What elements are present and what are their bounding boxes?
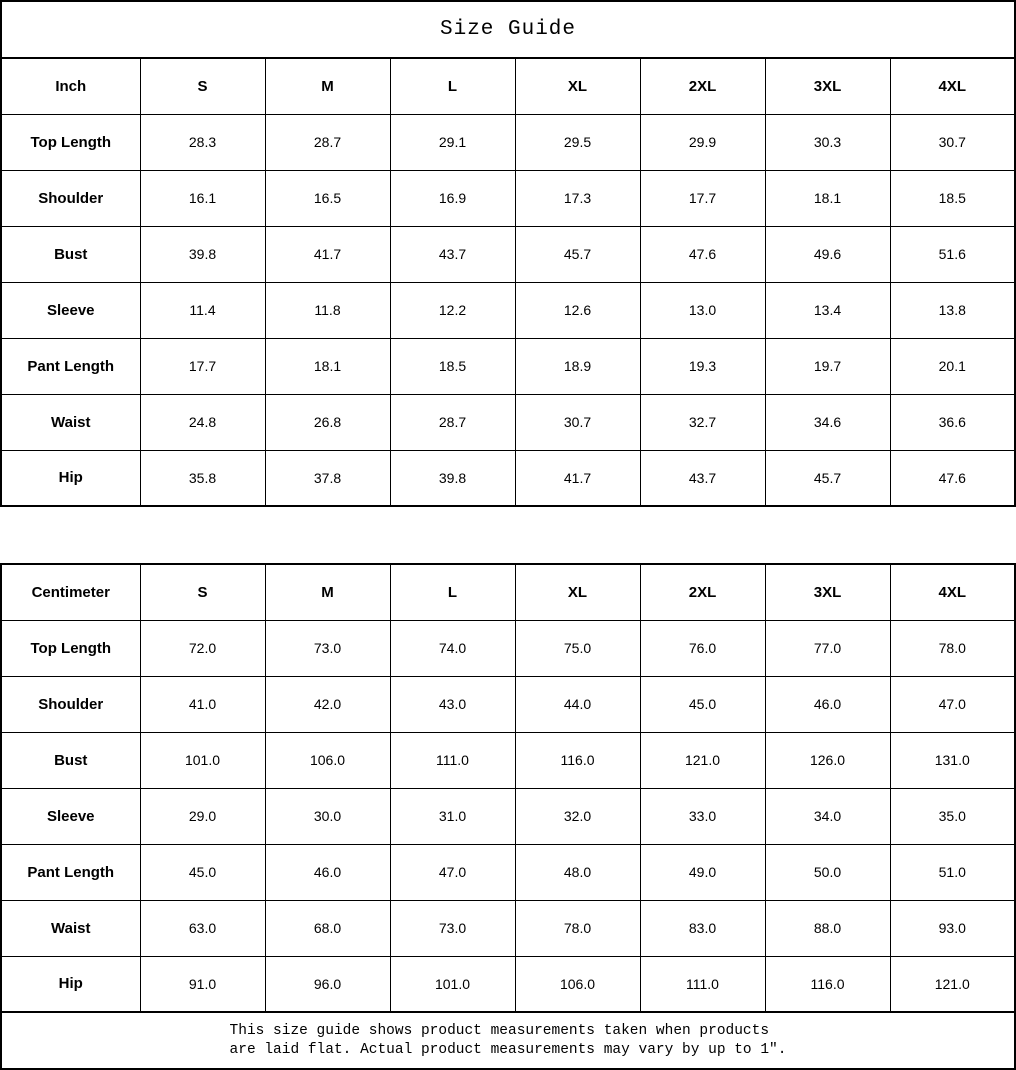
- header-row: [1, 58, 1015, 114]
- measurement-value-cell: 41.7: [265, 226, 390, 282]
- measurement-value-cell: 111.0: [390, 732, 515, 788]
- measurement-value-cell: 24.8: [140, 394, 265, 450]
- measurement-value-cell: 74.0: [390, 620, 515, 676]
- measurement-value-cell: 29.9: [640, 114, 765, 170]
- measurement-value-cell: 51.0: [890, 844, 1015, 900]
- measurement-value-cell: 12.6: [515, 282, 640, 338]
- size-column-header: 4XL: [890, 564, 1015, 620]
- size-column-header: M: [265, 564, 390, 620]
- measurement-value-cell: 48.0: [515, 844, 640, 900]
- measurement-value-cell: 41.7: [515, 450, 640, 506]
- measurement-value-cell: 51.6: [890, 226, 1015, 282]
- measurement-value-cell: 39.8: [390, 450, 515, 506]
- size-column-header: S: [140, 58, 265, 114]
- measurement-value-cell: 42.0: [265, 676, 390, 732]
- measurement-value-cell: 30.7: [890, 114, 1015, 170]
- measurement-value-cell: 18.5: [890, 170, 1015, 226]
- measurement-value-cell: 78.0: [515, 900, 640, 956]
- measurement-row: [1, 620, 1015, 676]
- header-row: [1, 564, 1015, 620]
- measurement-value-cell: 47.0: [390, 844, 515, 900]
- measurement-label: Waist: [1, 394, 140, 450]
- size-column-header: M: [265, 58, 390, 114]
- measurement-value-cell: 45.0: [140, 844, 265, 900]
- measurement-value-cell: 30.7: [515, 394, 640, 450]
- measurement-value-cell: 75.0: [515, 620, 640, 676]
- size-column-header: XL: [515, 564, 640, 620]
- measurement-value-cell: 34.6: [765, 394, 890, 450]
- measurement-value-cell: 126.0: [765, 732, 890, 788]
- measurement-value-cell: 44.0: [515, 676, 640, 732]
- measurement-row: [1, 394, 1015, 450]
- measurement-value-cell: 78.0: [890, 620, 1015, 676]
- measurement-value-cell: 32.0: [515, 788, 640, 844]
- measurement-label: Sleeve: [1, 788, 140, 844]
- measurement-value-cell: 111.0: [640, 956, 765, 1012]
- size-guide-title: Size Guide: [0, 0, 1016, 57]
- measurement-row: [1, 338, 1015, 394]
- measurement-value-cell: 16.9: [390, 170, 515, 226]
- measurement-value-cell: 26.8: [265, 394, 390, 450]
- measurement-row: [1, 450, 1015, 506]
- measurement-value-cell: 35.0: [890, 788, 1015, 844]
- measurement-value-cell: 17.7: [140, 338, 265, 394]
- measurement-value-cell: 43.7: [640, 450, 765, 506]
- measurement-value-cell: 33.0: [640, 788, 765, 844]
- measurement-value-cell: 28.3: [140, 114, 265, 170]
- measurement-value-cell: 13.4: [765, 282, 890, 338]
- measurement-row: [1, 282, 1015, 338]
- table-gap: [0, 507, 1016, 563]
- measurement-label: Bust: [1, 732, 140, 788]
- measurement-value-cell: 18.1: [265, 338, 390, 394]
- measurement-label: Pant Length: [1, 338, 140, 394]
- measurement-value-cell: 73.0: [390, 900, 515, 956]
- size-column-header: 4XL: [890, 58, 1015, 114]
- measurement-value-cell: 12.2: [390, 282, 515, 338]
- unit-header-cell: Centimeter: [1, 564, 140, 620]
- measurement-value-cell: 39.8: [140, 226, 265, 282]
- size-column-header: S: [140, 564, 265, 620]
- centimeter-size-table: [0, 563, 1016, 1013]
- measurement-value-cell: 63.0: [140, 900, 265, 956]
- size-column-header: 2XL: [640, 564, 765, 620]
- measurement-value-cell: 11.4: [140, 282, 265, 338]
- measurement-value-cell: 18.9: [515, 338, 640, 394]
- measurement-value-cell: 13.0: [640, 282, 765, 338]
- measurement-value-cell: 101.0: [140, 732, 265, 788]
- measurement-label: Top Length: [1, 114, 140, 170]
- measurement-value-cell: 46.0: [265, 844, 390, 900]
- measurement-value-cell: 35.8: [140, 450, 265, 506]
- measurement-value-cell: 116.0: [515, 732, 640, 788]
- measurement-value-cell: 29.0: [140, 788, 265, 844]
- measurement-value-cell: 45.0: [640, 676, 765, 732]
- size-column-header: 3XL: [765, 58, 890, 114]
- measurement-value-cell: 30.0: [265, 788, 390, 844]
- measurement-row: [1, 226, 1015, 282]
- measurement-label: Hip: [1, 450, 140, 506]
- measurement-value-cell: 49.0: [640, 844, 765, 900]
- size-column-header: 2XL: [640, 58, 765, 114]
- measurement-value-cell: 47.0: [890, 676, 1015, 732]
- measurement-value-cell: 47.6: [890, 450, 1015, 506]
- measurement-label: Shoulder: [1, 170, 140, 226]
- measurement-value-cell: 19.3: [640, 338, 765, 394]
- measurement-row: [1, 732, 1015, 788]
- measurement-value-cell: 28.7: [390, 394, 515, 450]
- footer-note-line1: This size guide shows product measurements taken when products: [229, 1022, 770, 1039]
- measurement-value-cell: 68.0: [265, 900, 390, 956]
- measurement-value-cell: 13.8: [890, 282, 1015, 338]
- size-column-header: XL: [515, 58, 640, 114]
- footer-note-text: [230, 1022, 787, 1060]
- measurement-value-cell: 43.0: [390, 676, 515, 732]
- measurement-value-cell: 20.1: [890, 338, 1015, 394]
- measurement-value-cell: 101.0: [390, 956, 515, 1012]
- measurement-value-cell: 106.0: [265, 732, 390, 788]
- measurement-label: Shoulder: [1, 676, 140, 732]
- measurement-value-cell: 49.6: [765, 226, 890, 282]
- size-column-header: L: [390, 564, 515, 620]
- measurement-value-cell: 76.0: [640, 620, 765, 676]
- measurement-value-cell: 77.0: [765, 620, 890, 676]
- measurement-value-cell: 45.7: [515, 226, 640, 282]
- measurement-label: Sleeve: [1, 282, 140, 338]
- measurement-value-cell: 28.7: [265, 114, 390, 170]
- measurement-row: [1, 170, 1015, 226]
- measurement-value-cell: 34.0: [765, 788, 890, 844]
- measurement-value-cell: 36.6: [890, 394, 1015, 450]
- measurement-value-cell: 83.0: [640, 900, 765, 956]
- measurement-label: Top Length: [1, 620, 140, 676]
- measurement-value-cell: 18.5: [390, 338, 515, 394]
- measurement-value-cell: 32.7: [640, 394, 765, 450]
- measurement-value-cell: 91.0: [140, 956, 265, 1012]
- measurement-row: [1, 844, 1015, 900]
- measurement-row: [1, 956, 1015, 1012]
- measurement-value-cell: 16.5: [265, 170, 390, 226]
- measurement-value-cell: 121.0: [640, 732, 765, 788]
- measurement-value-cell: 19.7: [765, 338, 890, 394]
- measurement-value-cell: 41.0: [140, 676, 265, 732]
- measurement-row: [1, 788, 1015, 844]
- measurement-value-cell: 88.0: [765, 900, 890, 956]
- measurement-value-cell: 93.0: [890, 900, 1015, 956]
- measurement-value-cell: 17.3: [515, 170, 640, 226]
- measurement-label: Bust: [1, 226, 140, 282]
- inch-size-table: [0, 57, 1016, 507]
- measurement-value-cell: 50.0: [765, 844, 890, 900]
- footer-note: [0, 1013, 1016, 1070]
- measurement-value-cell: 121.0: [890, 956, 1015, 1012]
- size-column-header: 3XL: [765, 564, 890, 620]
- unit-header-cell: Inch: [1, 58, 140, 114]
- measurement-value-cell: 29.1: [390, 114, 515, 170]
- measurement-label: Pant Length: [1, 844, 140, 900]
- measurement-value-cell: 29.5: [515, 114, 640, 170]
- measurement-value-cell: 43.7: [390, 226, 515, 282]
- measurement-value-cell: 16.1: [140, 170, 265, 226]
- measurement-row: [1, 114, 1015, 170]
- measurement-row: [1, 676, 1015, 732]
- measurement-value-cell: 31.0: [390, 788, 515, 844]
- measurement-value-cell: 106.0: [515, 956, 640, 1012]
- measurement-value-cell: 72.0: [140, 620, 265, 676]
- measurement-value-cell: 47.6: [640, 226, 765, 282]
- measurement-label: Waist: [1, 900, 140, 956]
- measurement-label: Hip: [1, 956, 140, 1012]
- measurement-value-cell: 73.0: [265, 620, 390, 676]
- measurement-value-cell: 11.8: [265, 282, 390, 338]
- measurement-value-cell: 18.1: [765, 170, 890, 226]
- measurement-value-cell: 116.0: [765, 956, 890, 1012]
- measurement-value-cell: 17.7: [640, 170, 765, 226]
- measurement-value-cell: 30.3: [765, 114, 890, 170]
- measurement-value-cell: 45.7: [765, 450, 890, 506]
- size-column-header: L: [390, 58, 515, 114]
- measurement-value-cell: 37.8: [265, 450, 390, 506]
- footer-note-line2: are laid flat. Actual product measurements may vary by up to 1″.: [229, 1041, 787, 1058]
- measurement-value-cell: 96.0: [265, 956, 390, 1012]
- measurement-row: [1, 900, 1015, 956]
- measurement-value-cell: 46.0: [765, 676, 890, 732]
- measurement-value-cell: 131.0: [890, 732, 1015, 788]
